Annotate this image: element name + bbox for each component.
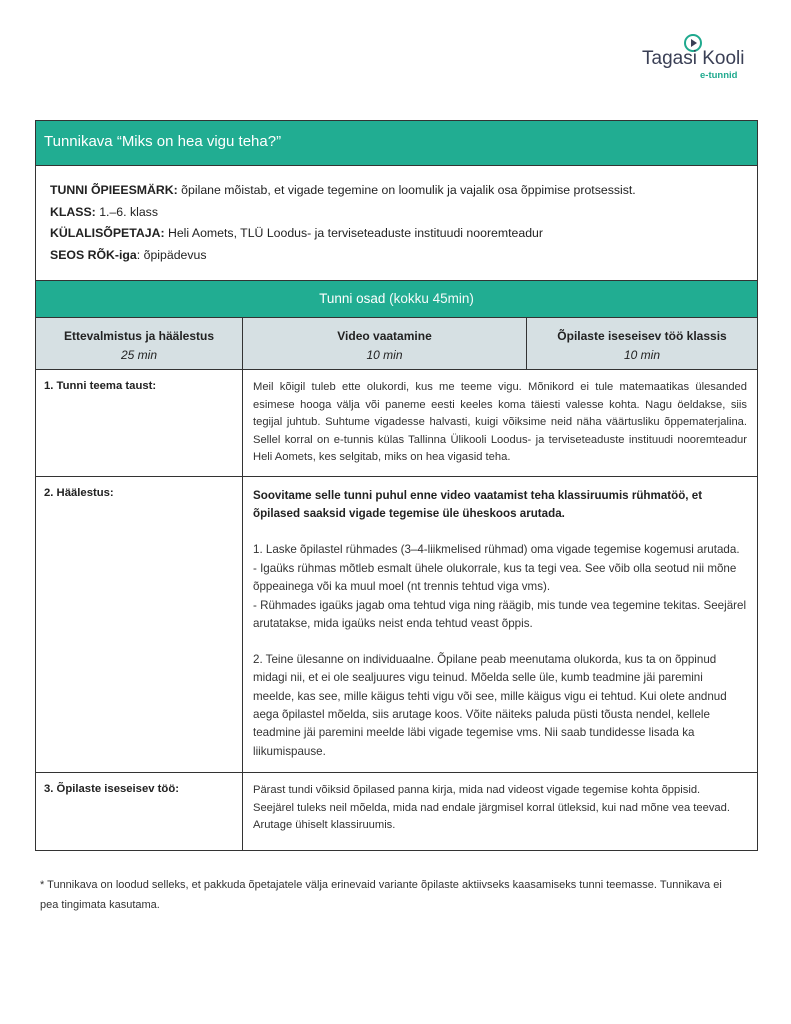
footnote: * Tunnikava on loodud selleks, et pakkuda õpetajatele välja erinevaid variante õpilaste aktiivseks kaasamiseks tunni teemasse. Tunnikava ei pea tingimata kasutama. [40,879,722,911]
lesson-parts-total: (kokku 45min) [385,291,474,306]
learning-goal [50,180,743,202]
task-1-bullet: - Rühmades igaüks jagab oma tehtud viga ning räägib, mis tunde vea tegemine tekitas. Seejärel arutatakse, mida igaüks neist enda tehtud veast õppis. [253,598,747,630]
table-row [36,370,757,477]
lesson-parts-title: Tunni osad [319,291,386,306]
lesson-plan-table [35,120,758,851]
learning-goal-value: õpilane mõistab, et vigade tegemine on loomulik ja vajalik osa õppimise protsessist. [177,183,636,197]
guest-teacher-label: KÜLALISÕPETAJA: [50,226,165,240]
lesson-meta [36,166,757,280]
tagasi-kooli-logo [640,34,752,84]
row-line: Seejärel tuleks neil mõelda, mida nad endale järgmisel korral ütleksid, kui nad mõne vea teevad. Arutage ühiselt klassiruumis. [253,801,730,831]
row-label: 2. Häälestus: [44,487,114,499]
task-1-bullet: - Igaüks rühmas mõtleb esmalt ühele olukorrale, kus ta tegi vea. See võib olla seotud nii mõne õppeainega või ka muul moel (nt trennis tehtud viga vms). [253,561,737,594]
class-label: KLASS: [50,204,96,219]
logo-subtitle: e-tunnid [700,70,738,81]
class-value: 1.–6. klass [95,204,158,219]
task-1: 1. Laske õpilastel rühmades (3–4-liikmelised rühmad) oma vigade tegemise kogemusi arutada. [253,543,740,557]
row-body [242,773,757,850]
guest-teacher-value: Heli Aomets, TLÜ Loodus- ja terviseteaduste instituudi nooremteadur [164,226,543,240]
class-level [50,202,743,224]
curriculum-link-value: : õpipädevus [136,247,207,262]
row-body: Meil kõigil tuleb ette olukordi, kus me teeme vigu. Mõnikord ei tule matemaatikas ülesanded esimese hooga välja või paneme eesti keeles koma täiesti valesse kohta. Nagu öeldakse, siis tegijal juhtub. Suhtume vigadesse halvasti, kuigi võiksime neid näha väärtusliku õppematerjalina. Sellel korral on e-tunnis külas Tallinna Ülikooli Loodus- ja terviseteaduste instituudi nooremteadur Heli Aomets, kes selgitab, miks on hea vigasid teha. [242,370,757,476]
row-label: 3. Õpilaste iseseisev töö: [44,783,179,795]
task-2: 2. Teine ülesanne on individuaalne. Õpilane peab meenutama olukorda, kus ta on õppinud midagi nii, et ei ole sealjuures vigu teinud. Mõelda selle üle, kumb teadmine jäi paremini meelde, kas see, mille käigus tehti vigu või see, mille käigus vigu ei tehtud. Kui olete andnud aega õpilastel mõelda, siis arutage koos. Võite näiteks paluda püsti tõusta nendel, kellele teadmine jäi paremini meelde läbi vigade tegemise vms. Nii saab tundidesse lisada ka liikumispause. [253,652,727,758]
lesson-parts-header [36,280,757,318]
curriculum-link [50,245,743,267]
row-intro: Soovitame selle tunni puhul enne video vaatamist teha klassiruumis rühmatöö, et õpilased saaksid vigade tegemise üle üheskoos arutada. [253,489,703,521]
logo-title: Tagasi Kooli [642,48,745,69]
table-row [36,477,757,773]
phase-video [242,318,526,369]
phase-independent-work [526,318,757,369]
phase-time: 25 min [120,348,158,362]
row-line: Pärast tundi võiksid õpilased panna kirja, mida nad videost vigade tegemise kohta õppisid. [253,784,701,796]
phase-name: Õpilaste iseseisev töö klassis [557,329,727,343]
phase-time: 10 min [623,348,661,362]
row-label: 1. Tunni teema taust: [44,380,157,392]
curriculum-link-label: SEOS RÕK-iga [50,247,137,262]
table-row [36,773,757,850]
phase-name: Ettevalmistus ja häälestus [63,329,215,343]
guest-teacher [50,223,743,245]
lesson-plan-title: Tunnikava “Miks on hea vigu teha?” [36,121,757,166]
row-body [242,477,757,772]
phase-row [36,318,757,370]
phase-name: Video vaatamine [337,329,432,343]
phase-preparation [36,318,242,369]
learning-goal-label: TUNNI ÕPIEESMÄRK: [50,183,178,197]
phase-time: 10 min [366,348,403,362]
